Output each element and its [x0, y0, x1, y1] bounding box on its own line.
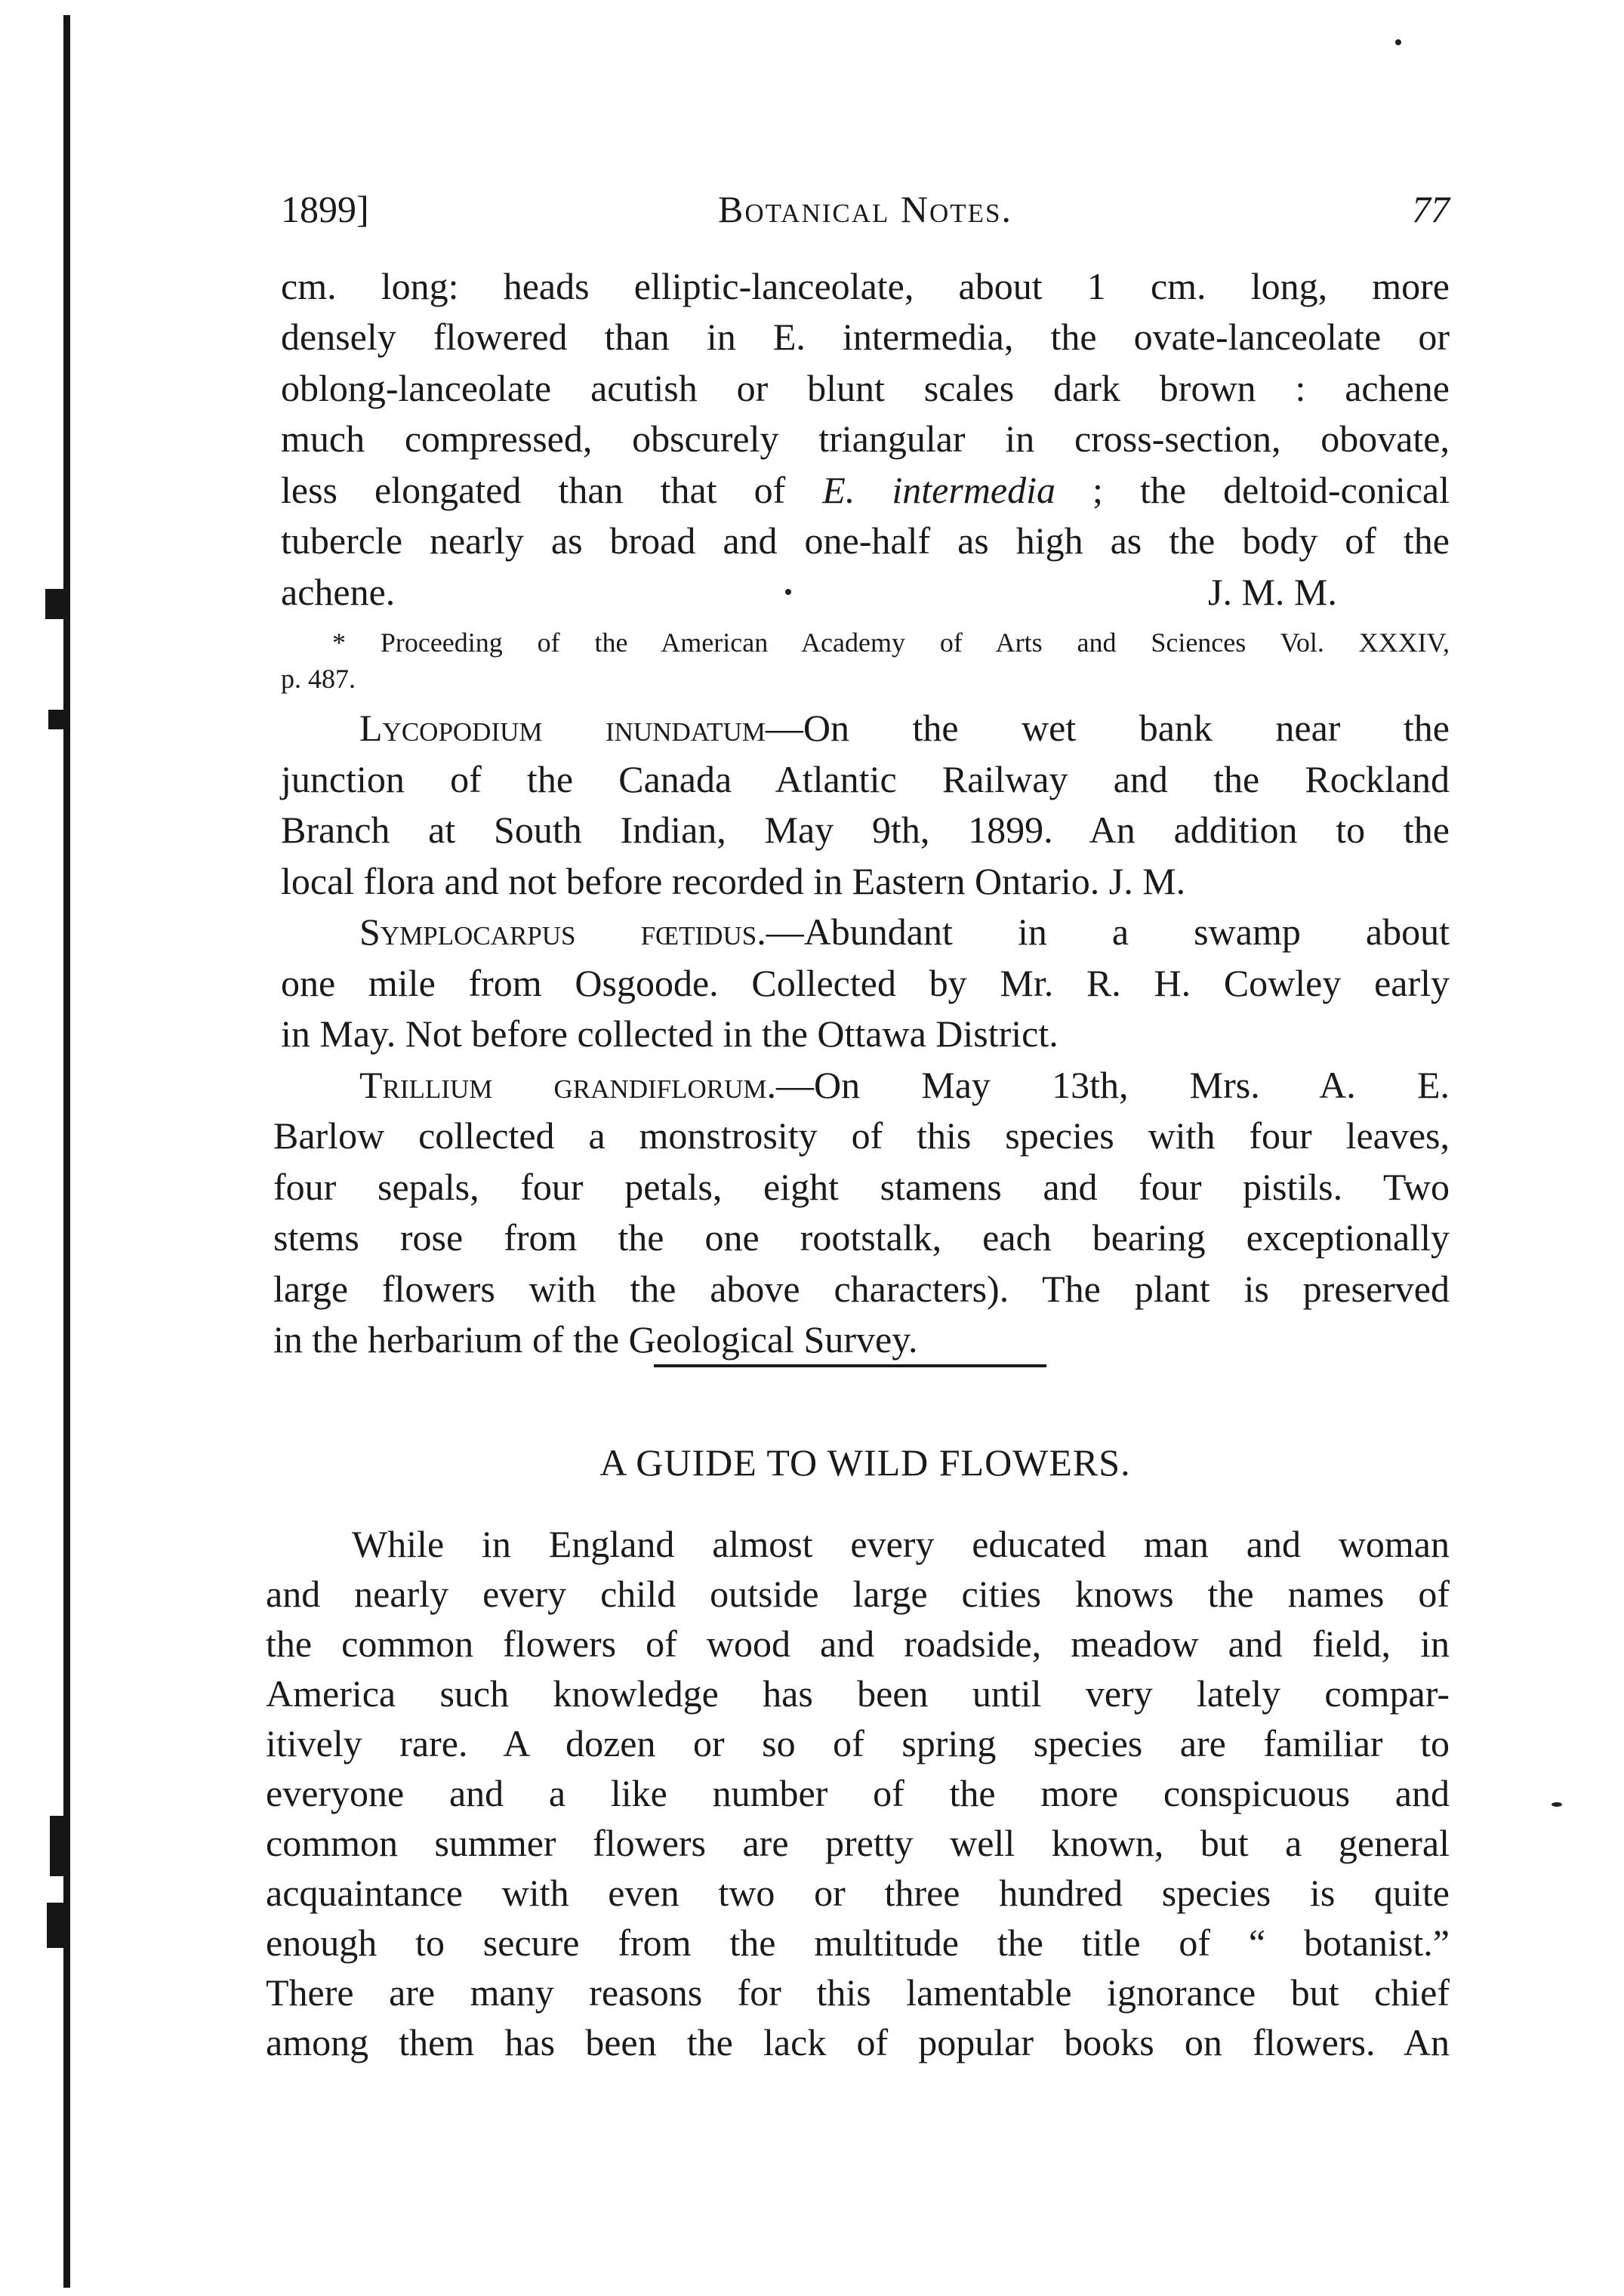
footnote-line: * Proceeding of the American Academy of Arts and Sciences Vol. XXXIV, [332, 627, 1450, 658]
text-line: tubercle nearly as broad and one-half as high as the body of the [281, 519, 1450, 562]
text-line: local flora and not before recorded in Eastern Ontario. J. M. [281, 860, 1186, 902]
text-segment: ; the deltoid-conical [1055, 469, 1450, 511]
species-name: E. intermedia [822, 469, 1056, 511]
note-trillium-first-line [359, 1060, 1450, 1110]
text-line: everyone and a like number of the more conspicuous and [266, 1772, 1450, 1814]
scan-speck [1552, 1802, 1562, 1807]
text-segment: —On the wet bank near the [765, 707, 1450, 749]
text-line: much compressed, obscurely triangular in cross-section, obovate, [281, 418, 1450, 460]
text-line: Branch at South Indian, May 9th, 1899. An addition to the [281, 809, 1450, 851]
text-line: While in England almost every educated man and woman [352, 1523, 1450, 1565]
text-line: in May. Not before collected in the Ottawa District. [281, 1012, 1059, 1055]
footnote-line: p. 487. [281, 664, 356, 694]
text-line: among them has been the lack of popular books on flowers. An [266, 2021, 1450, 2063]
section-divider [654, 1364, 1046, 1367]
section-title: A GUIDE TO WILD FLOWERS. [599, 1441, 1131, 1484]
text-line: enough to secure from the multitude the title of “ botanist.” [266, 1922, 1450, 1964]
binding-mark [50, 1816, 69, 1876]
running-header [281, 187, 1450, 248]
text-line: America such knowledge has been until very lately compar- [266, 1672, 1450, 1715]
text-line: itively rare. A dozen or so of spring species are familiar to [266, 1722, 1450, 1764]
text-line: acquaintance with even two or three hundred species is quite [266, 1872, 1450, 1914]
text-line: achene. [281, 571, 396, 613]
species-heading: Trillium grandiflorum. [359, 1064, 776, 1106]
scan-speck [1395, 39, 1401, 45]
text-line: one mile from Osgoode. Collected by Mr. R. H. Cowley early [281, 962, 1450, 1004]
text-line: oblong-lanceolate acutish or blunt scales dark brown : achene [281, 367, 1450, 409]
scan-speck [785, 589, 791, 595]
author-signature: J. M. M. [1208, 571, 1337, 613]
text-line: four sepals, four petals, eight stamens and four pistils. Two [273, 1166, 1450, 1208]
species-heading: Symplocarpus fœtidus. [359, 911, 766, 953]
text-line: large flowers with the above characters). The plant is preserved [273, 1268, 1450, 1310]
text-line: junction of the Canada Atlantic Railway and the Rockland [281, 758, 1450, 800]
binding-mark [48, 710, 69, 729]
page-number: 77 [1412, 188, 1450, 230]
binding-mark [47, 1903, 69, 1948]
text-line [281, 465, 1450, 515]
text-line: densely flowered than in E. intermedia, the ovate-lanceolate or [281, 316, 1450, 358]
text-line: and nearly every child outside large cities knows the names of [266, 1573, 1450, 1615]
text-segment: —On May 13th, Mrs. A. E. [776, 1064, 1450, 1106]
text-line: the common flowers of wood and roadside, meadow and field, in [266, 1623, 1450, 1665]
header-title: Botanical Notes. [717, 188, 1013, 230]
text-segment: —Abundant in a swamp about [766, 911, 1450, 953]
text-line: stems rose from the one rootstalk, each bearing exceptionally [273, 1216, 1450, 1259]
species-heading: Lycopodium inundatum [359, 707, 766, 749]
text-line: cm. long: heads elliptic-lanceolate, about 1 cm. long, more [281, 265, 1450, 307]
note-lycopodium-first-line [359, 703, 1450, 753]
header-year: 1899] [281, 188, 369, 230]
text-segment: less elongated than that of [281, 469, 823, 511]
text-line: in the herbarium of the Geological Survey. [273, 1318, 918, 1361]
text-line: There are many reasons for this lamentable ignorance but chief [266, 1971, 1450, 2014]
text-line: common summer flowers are pretty well known, but a general [266, 1822, 1450, 1864]
note-symplocarpus-first-line [359, 907, 1450, 957]
text-line: Barlow collected a monstrosity of this species with four leaves, [273, 1114, 1450, 1157]
binding-mark [45, 589, 68, 619]
